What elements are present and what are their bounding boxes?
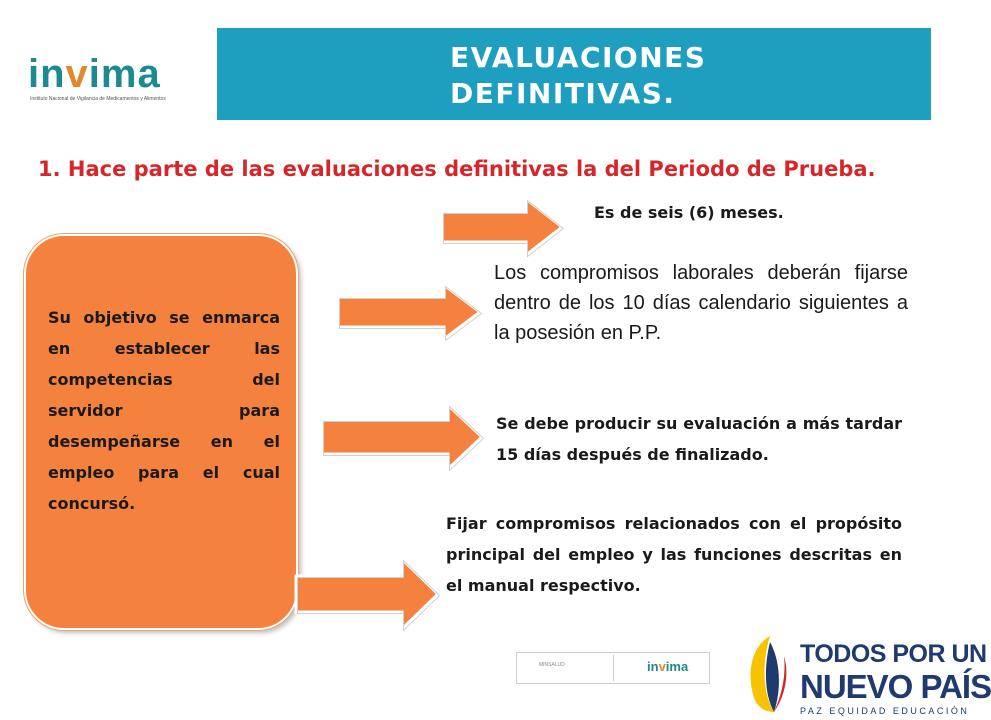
slogan-line-1: TODOS POR UN <box>800 640 987 668</box>
footer-divider <box>613 655 614 681</box>
logo-subtitle: Instituto Nacional de Vigilancia de Medicamentos y Alimentos <box>30 96 166 102</box>
point-fix-commitments: Fijar compromisos relacionados con el propósito principal del empleo y las funciones descritas en el manual respectivo. <box>446 514 902 595</box>
objective-text: Su objetivo se enmarca en establecer las competencias del servidor para desempeñarse en el empleo para el cual concursó. <box>48 308 280 513</box>
point-evaluation: Se debe producir su evaluación a más tardar 15 días después de finalizado. <box>496 414 902 464</box>
title-line-2: DEFINITIVAS. <box>450 77 676 110</box>
point-commitments: Los compromisos laborales deberán fijarse dentro de los 10 días calendario siguientes a la posesión en P.P. <box>494 262 908 344</box>
right-arrow-icon <box>334 282 486 342</box>
slogan-line-2: NUEVO PAÍS <box>800 668 991 705</box>
logo-part-v: v <box>65 52 89 96</box>
page-title <box>450 40 910 112</box>
intro-text: 1. Hace parte de las evaluaciones definitivas la del Periodo de Prueba. <box>38 157 876 181</box>
title-line-1: EVALUACIONES <box>450 41 707 74</box>
point-duration: Es de seis (6) meses. <box>594 203 784 222</box>
logo-part-ima: ima <box>88 52 161 96</box>
objective-box <box>24 234 298 630</box>
slogan-line-3: PAZ EQUIDAD EDUCACIÓN <box>800 706 970 716</box>
colombia-flag-icon <box>740 632 798 714</box>
invima-logo <box>28 52 188 112</box>
right-arrow-icon <box>318 402 488 472</box>
minsalud-label: MINSALUD <box>539 662 565 668</box>
right-arrow-icon <box>294 556 444 632</box>
government-slogan <box>740 630 991 716</box>
footer-logos <box>516 652 710 684</box>
title-banner <box>217 28 931 120</box>
logo-part-in: in <box>28 52 66 96</box>
footer-invima-logo: invima <box>647 659 689 674</box>
right-arrow-icon <box>438 196 568 258</box>
